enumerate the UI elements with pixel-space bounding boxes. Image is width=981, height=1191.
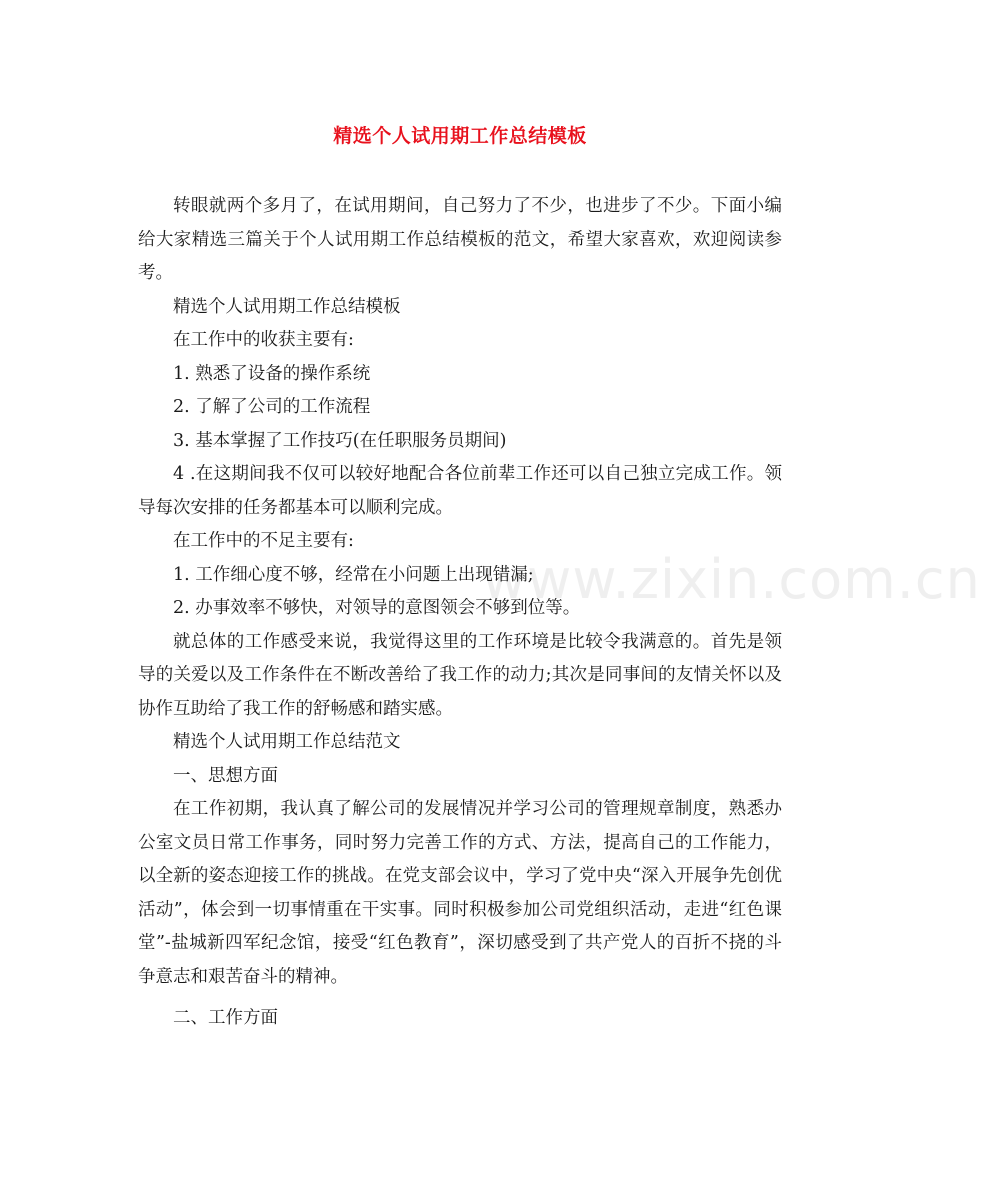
- list-item: 1. 熟悉了设备的操作系统: [173, 363, 371, 384]
- list-item: 4 .在这期间我不仅可以较好地配合各位前辈工作还可以自己独立完成工作。领导每次安排的任务都基本可以顺利完成。: [138, 464, 782, 518]
- subsection-heading: 一、思想方面: [173, 765, 278, 786]
- section-heading: 精选个人试用期工作总结范文: [173, 732, 401, 752]
- subsection-heading: 二、工作方面: [173, 1008, 278, 1028]
- paragraph: 在工作初期，我认真了解公司的发展情况并学习公司的管理规章制度，熟悉办公室文员日常工作事务，同时努力完善工作的方式、方法，提高自己的工作能力，以全新的姿态迎接工作的挑战。在党支部会议中，学习了党中央“深入开展争先创优活动”，体会到一切事情重在干实事。同时积极参加公司党组织活动，走进“红色课堂”-盐城新四军纪念馆，接受“红色教育”，深切感受到了共产党人的百折不挠的斗争意志和艰苦奋斗的精神。: [138, 799, 782, 987]
- document-body: [138, 190, 782, 1036]
- watermark: www.zixin.com.cn: [482, 548, 981, 611]
- list-item: 2. 了解了公司的工作流程: [173, 397, 371, 417]
- list-item: 2. 办事效率不够快，对领导的意图领会不够到位等。: [173, 598, 581, 618]
- list-item: 3. 基本掌握了工作技巧(在任职服务员期间): [173, 430, 507, 451]
- document-title: 精选个人试用期工作总结模板: [333, 125, 587, 147]
- paragraph: 在工作中的收获主要有:: [173, 330, 354, 350]
- paragraph: 在工作中的不足主要有:: [173, 531, 354, 551]
- intro-paragraph: 转眼就两个多月了，在试用期间，自己努力了不少，也进步了不少。下面小编给大家精选三篇关于个人试用期工作总结模板的范文，希望大家喜欢，欢迎阅读参考。: [138, 196, 782, 283]
- list-item: 1. 工作细心度不够，经常在小问题上出现错漏;: [173, 564, 534, 585]
- paragraph: 就总体的工作感受来说，我觉得这里的工作环境是比较令我满意的。首先是领导的关爱以及工作条件在不断改善给了我工作的动力;其次是同事间的友情关怀以及协作互助给了我工作的舒畅感和踏实感。: [138, 631, 782, 719]
- section-heading: 精选个人试用期工作总结模板: [173, 296, 401, 317]
